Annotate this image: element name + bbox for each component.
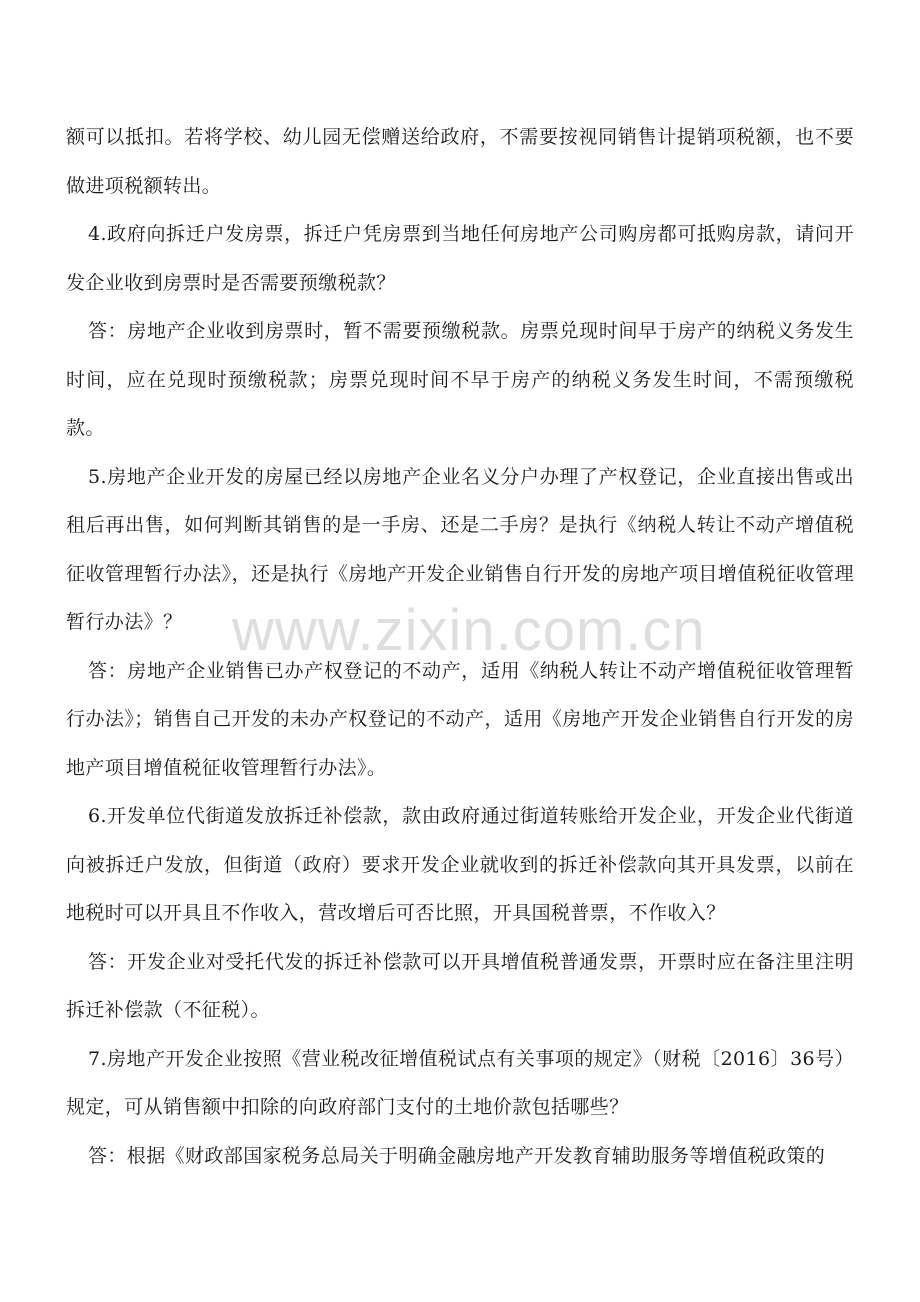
answer-4: 答：房地产企业收到房票时，暂不需要预缴税款。房票兑现时间早于房产的纳税义务发生时间，应在兑现时预缴税款；房票兑现时间不早于房产的纳税义务发生时间，不需预缴税款。 [66, 320, 854, 439]
question-6: 6.开发单位代街道发放拆迁补偿款，款由政府通过街道转账给开发企业，开发企业代街道向被拆迁户发放，但街道（政府）要求开发企业就收到的拆迁补偿款向其开具发票，以前在地税时可以开具且不作收入，营改增后可否比照，开具国税普票，不作收入？ [66, 805, 854, 924]
paragraph-continuation: 额可以抵扣。若将学校、幼儿园无偿赠送给政府，不需要按视同销售计提销项税额，也不要做进项税额转出。 [66, 126, 854, 197]
answer-7: 答：根据《财政部国家税务总局关于明确金融房地产开发教育辅助服务等增值税政策的 [88, 1144, 826, 1167]
answer-5: 答：房地产企业销售已办产权登记的不动产，适用《纳税人转让不动产增值税征收管理暂行办法》；销售自己开发的未办产权登记的不动产，适用《房地产开发企业销售自行开发的房地产项目增值税征收管理暂行办法》。 [66, 659, 854, 779]
watermark-text: www.zixin.com.cn [232, 598, 706, 663]
question-7: 7.房地产开发企业按照《营业税改征增值税试点有关事项的规定》（财税〔2016〕36号）规定，可从销售额中扣除的向政府部门支付的土地价款包括哪些？ [66, 1047, 854, 1118]
question-5: 5.房地产企业开发的房屋已经以房地产企业名义分户办理了产权登记，企业直接出售或出租后再出售，如何判断其销售的是一手房、还是二手房？是执行《纳税人转让不动产增值税征收管理暂行办法》，还是执行《房地产开发企业销售自行开发的房地产项目增值税征收管理暂行办法》？ [66, 465, 854, 633]
document-body [66, 113, 854, 1180]
question-4: 4.政府向拆迁户发房票，拆迁户凭房票到当地任何房地产公司购房都可抵购房款，请问开发企业收到房票时是否需要预缴税款？ [66, 223, 854, 294]
answer-6: 答：开发企业对受托代发的拆迁补偿款可以开具增值税普通发票，开票时应在备注里注明拆迁补偿款（不征税）。 [66, 950, 854, 1021]
